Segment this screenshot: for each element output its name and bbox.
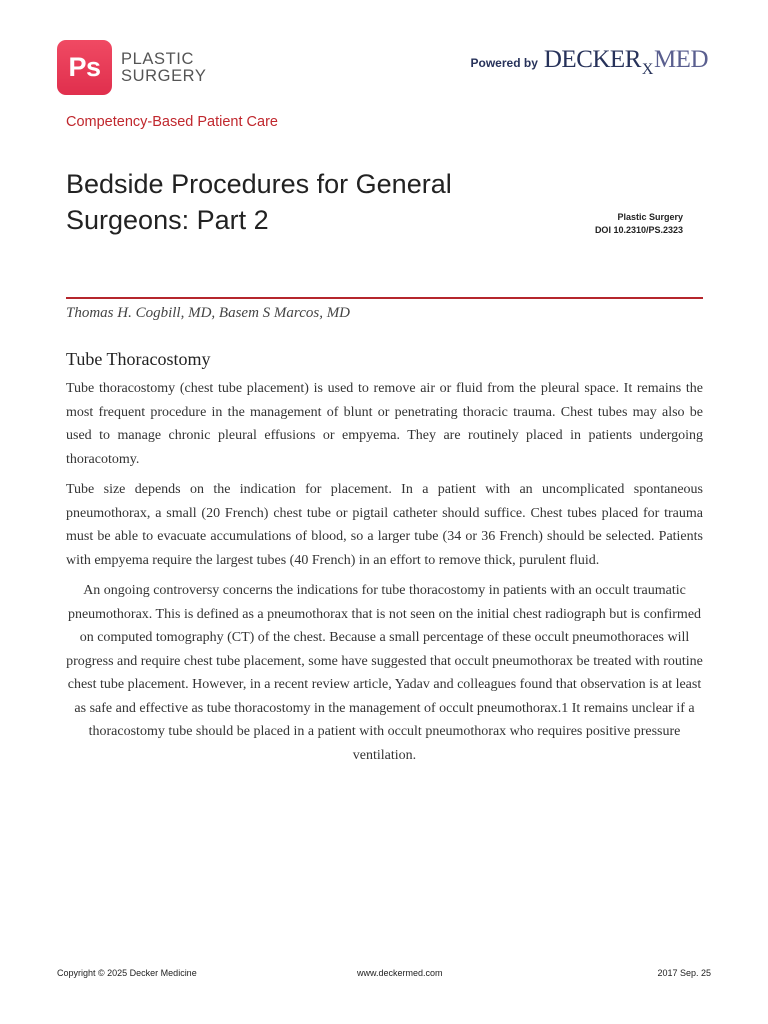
logo-line-1: PLASTIC: [121, 49, 194, 68]
doi-number: DOI 10.2310/PS.2323: [594, 225, 683, 235]
powered-by-brand: [470, 46, 708, 78]
copyright-text: Copyright © 2025 Decker Medicine: [57, 968, 197, 978]
brand-rx: X: [641, 61, 653, 78]
powered-by-label: Powered by: [470, 56, 538, 70]
ps-logo-badge: Ps: [57, 40, 112, 95]
journal-logo: [57, 40, 207, 95]
brand-main: DECKER: [543, 46, 641, 73]
article-body: [66, 349, 703, 774]
logo-wordmark: [121, 51, 207, 85]
logo-line-2: SURGERY: [121, 66, 207, 85]
decker-med-logo: [543, 46, 708, 78]
journal-name: Plastic Surgery: [617, 212, 683, 222]
brand-med: MED: [653, 46, 708, 73]
paragraph: Tube thoracostomy (chest tube placement) is used to remove air or fluid from the pleural space. It remains the most frequent procedure in the management of blunt or penetrating thoracic trauma. Chest tubes may also be used to manage chronic pleural effusions or empyema. They are routinely placed in patients undergoing thoracotomy.: [66, 381, 703, 467]
title-divider: [66, 297, 703, 299]
publish-date: 2017 Sep. 25: [657, 968, 711, 978]
page-title: Bedside Procedures for General Surgeons: Part 2: [66, 169, 452, 235]
author-list: Thomas H. Cogbill, MD, Basem S Marcos, MD: [66, 305, 351, 321]
category-label: Competency-Based Patient Care: [66, 114, 278, 130]
section-heading: Tube Thoracostomy: [66, 349, 211, 369]
paragraph: Tube size depends on the indication for placement. In a patient with an uncomplicated spontaneous pneumothorax, a small (20 French) chest tube or pigtail catheter should suffice. Chest tubes placed for trauma must be able to evacuate accumulations of blood, so a larger tube (34 or 36 French) should be selected. Patients with empyema require the largest tubes (40 French) in an effort to remove thick, purulent fluid.: [66, 482, 703, 568]
website-link[interactable]: www.deckermed.com: [357, 968, 443, 978]
paragraph: An ongoing controversy concerns the indications for tube thoracostomy in patients with an occult traumatic pneumothorax. This is defined as a pneumothorax that is not seen on the initial chest radiograph but is confirmed on computed tomography (CT) of the chest. Because a small percentage of these occult pneumothoraces will progress and require chest tube placement, some have suggested that occult pneumothorax be treated with routine chest tube placement. However, in a recent review article, Yadav and colleagues found that observation is at least as safe and effective as tube thoracostomy in the management of occult pneumothorax.1 It remains unclear if a thoracostomy tube should be placed in a patient with occult pneumothorax who requires positive pressure ventilation.: [66, 583, 703, 763]
doi-block: [595, 211, 683, 237]
